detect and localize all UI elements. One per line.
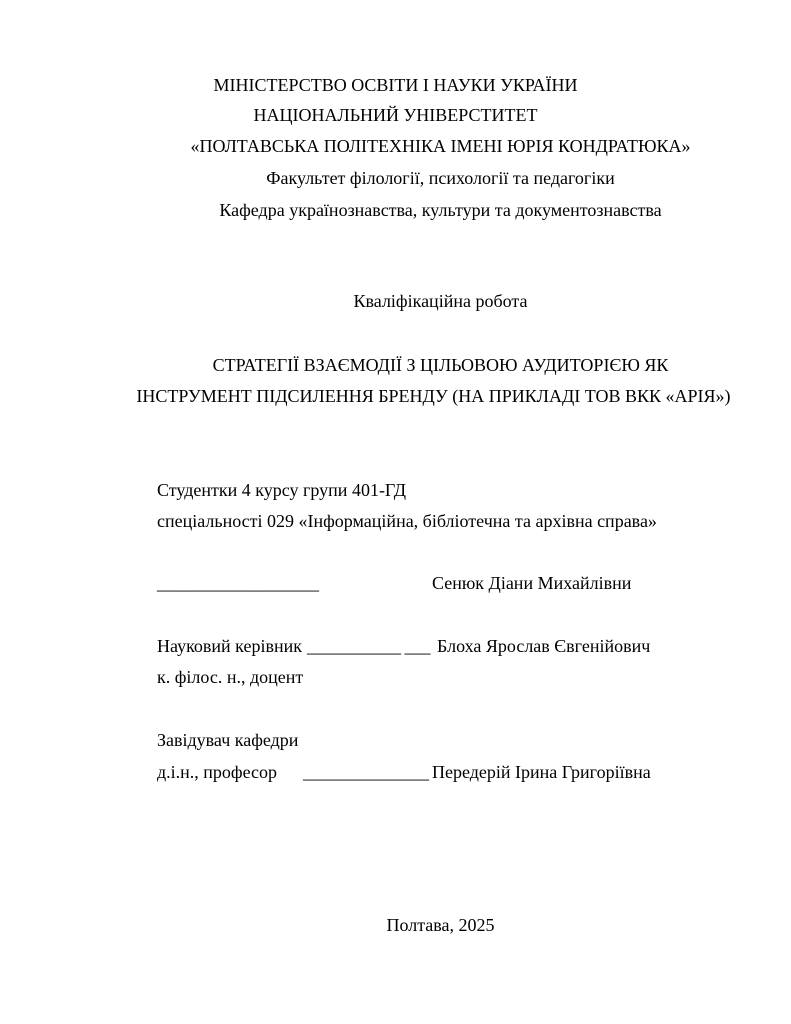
faculty-name: Факультет філології, психології та педагогіки <box>266 168 615 188</box>
supervisor-name: Блоха Ярослав Євгенійович <box>437 636 651 656</box>
head-degree: д.і.н., професор <box>157 762 278 782</box>
work-type: Кваліфікаційна робота <box>353 291 528 311</box>
student-specialty: спеціальності 029 «Інформаційна, бібліотечна та архівна справа» <box>157 511 657 531</box>
ministry-heading: МІНІСТЕРСТВО ОСВІТИ І НАУКИ УКРАЇНИ <box>213 75 578 95</box>
student-group: Студентки 4 курсу групи 401-ГД <box>157 480 407 500</box>
city-year: Полтава, 2025 <box>386 915 495 935</box>
university-name: «ПОЛТАВСЬКА ПОЛІТЕХНІКА ІМЕНІ ЮРІЯ КОНДРАТЮКА» <box>190 136 691 156</box>
supervisor-label: Науковий керівник <box>157 636 302 656</box>
department-name: Кафедра українознавства, культури та документознавства <box>219 200 662 220</box>
student-name: Сенюк Діани Михайлівни <box>432 573 632 593</box>
head-name: Передерій Ірина Григоріївна <box>432 762 651 782</box>
thesis-title-line-2: ІНСТРУМЕНТ ПІДСИЛЕННЯ БРЕНДУ (НА ПРИКЛАДІ ТОВ ВКК «АРІЯ») <box>136 386 731 406</box>
supervisor-signature-line: ___________ ___ <box>307 636 430 656</box>
supervisor-degree: к. філос. н., доцент <box>157 667 304 687</box>
thesis-title-line-1: СТРАТЕГІЇ ВЗАЄМОДІЇ З ЦІЛЬОВОЮ АУДИТОРІЄЮ ЯК <box>212 355 669 375</box>
student-signature-line: __________________ <box>157 573 319 593</box>
head-label: Завідувач кафедри <box>157 730 299 750</box>
university-heading: НАЦІОНАЛЬНИЙ УНІВЕРСТИТЕТ <box>253 105 538 125</box>
head-signature-line: ______________ <box>303 762 429 782</box>
